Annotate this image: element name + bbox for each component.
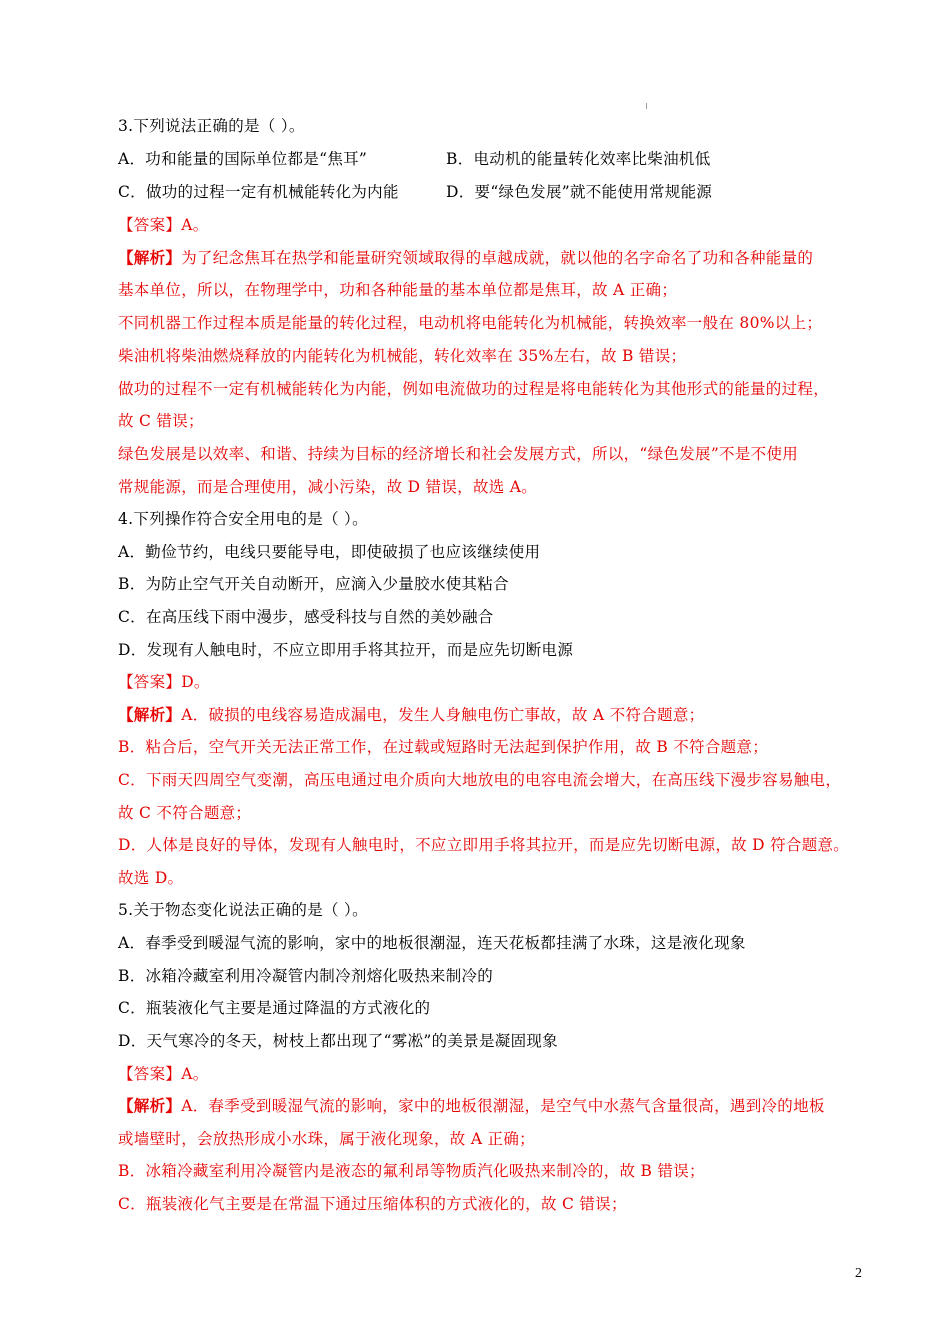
q4-analysis-line: 故选 D。	[118, 869, 184, 887]
analysis-tag: 【解析】	[118, 1096, 182, 1115]
q4-option-b: B．为防止空气开关自动断开，应滴入少量胶水使其粘合	[118, 575, 509, 593]
page-number: 2	[855, 1266, 862, 1281]
q3-analysis-line: 故 C 错误；	[118, 412, 204, 430]
q5-option-a: A．春季受到暖湿气流的影响，家中的地板很潮湿，连天花板都挂满了水珠，这是液化现象	[118, 934, 746, 952]
q3-analysis-line: 绿色发展是以效率、和谐、持续为目标的经济增长和社会发展方式，所以，“绿色发展”不是不使用	[118, 445, 799, 463]
q4-analysis-line: B．粘合后，空气开关无法正常工作，在过载或短路时无法起到保护作用，故 B 不符合题意；	[118, 738, 769, 756]
q4-answer	[118, 672, 210, 692]
q4-option-c: C．在高压线下雨中漫步，感受科技与自然的美妙融合	[118, 608, 494, 626]
q4-analysis-line	[118, 705, 704, 725]
answer-tag: 【答案】	[118, 216, 182, 234]
q5-option-b: B．冰箱冷藏室利用冷凝管内制冷剂熔化吸热来制冷的	[118, 967, 494, 985]
q3-options-row-1	[118, 149, 711, 169]
q3-answer	[118, 215, 209, 235]
answer-value: A。	[181, 1065, 209, 1083]
q3-analysis-line: 常规能源，而是合理使用，减小污染，故 D 错误，故选 A。	[118, 478, 538, 496]
answer-tag: 【答案】	[118, 673, 182, 691]
answer-value: A。	[181, 216, 209, 234]
q4-analysis-line: 故 C 不符合题意；	[118, 804, 252, 822]
q3-option-b: B．电动机的能量转化效率比柴油机低	[446, 150, 711, 168]
analysis-text: 为了纪念焦耳在热学和能量研究领域取得的卓越成就，就以他的名字命名了功和各种能量的	[181, 249, 814, 267]
answer-value: D。	[181, 673, 210, 691]
q3-analysis-line: 做功的过程不一定有机械能转化为内能，例如电流做功的过程是将电能转化为其他形式的能量的过程，	[118, 380, 830, 398]
q4-analysis-line: D．人体是良好的导体，发现有人触电时，不应立即用手将其拉开，而是应先切断电源，故 D 符合题意。	[118, 836, 850, 854]
q3-options-row-2	[118, 182, 713, 202]
q5-answer	[118, 1064, 209, 1084]
analysis-text: A．春季受到暖湿气流的影响，家中的地板很潮湿，是空气中水蒸气含量很高，遇到冷的地板	[181, 1097, 825, 1115]
q5-stem: 5.关于物态变化说法正确的是（ ）。	[118, 901, 368, 919]
analysis-text: A．破损的电线容易造成漏电，发生人身触电伤亡事故，故 A 不符合题意；	[181, 706, 705, 724]
q4-option-a: A．勤俭节约，电线只要能导电，即使破损了也应该继续使用	[118, 543, 541, 561]
q3-analysis-line: 柴油机将柴油燃烧释放的内能转化为机械能，转化效率在 35%左右，故 B 错误；	[118, 347, 687, 365]
answer-tag: 【答案】	[118, 1065, 182, 1083]
q5-option-c: C．瓶装液化气主要是通过降温的方式液化的	[118, 999, 431, 1017]
q3-analysis-line: 不同机器工作过程本质是能量的转化过程，电动机将电能转化为机械能，转换效率一般在 80%以上；	[118, 314, 823, 332]
header-mark	[646, 103, 647, 109]
q5-option-d: D．天气寒冷的冬天，树枝上都出现了“雾凇”的美景是凝固现象	[118, 1032, 558, 1050]
q3-analysis-line: 基本单位，所以，在物理学中，功和各种能量的基本单位都是焦耳，故 A 正确；	[118, 281, 678, 299]
analysis-tag: 【解析】	[118, 705, 182, 724]
q3-option-c: C．做功的过程一定有机械能转化为内能	[118, 183, 399, 201]
analysis-tag: 【解析】	[118, 248, 182, 267]
q3-option-a: A．功和能量的国际单位都是“焦耳”	[118, 150, 368, 168]
q5-analysis-line	[118, 1096, 825, 1116]
q3-option-d: D．要“绿色发展”就不能使用常规能源	[446, 183, 713, 201]
q4-stem: 4.下列操作符合安全用电的是（ ）。	[118, 510, 368, 528]
q5-analysis-line: C．瓶装液化气主要是在常温下通过压缩体积的方式液化的，故 C 错误；	[118, 1195, 627, 1213]
q3-analysis-line	[118, 248, 813, 268]
q4-analysis-line: C．下雨天四周空气变潮，高压电通过电介质向大地放电的电容电流会增大，在高压线下漫步容易触电，	[118, 771, 842, 789]
q5-analysis-line: 或墙壁时，会放热形成小水珠，属于液化现象，故 A 正确；	[118, 1130, 535, 1148]
q3-stem: 3.下列说法正确的是（ ）。	[118, 117, 305, 135]
q5-analysis-line: B．冰箱冷藏室利用冷凝管内是液态的氟利昂等物质汽化吸热来制冷的，故 B 错误；	[118, 1162, 705, 1180]
q4-option-d: D．发现有人触电时，不应立即用手将其拉开，而是应先切断电源	[118, 641, 574, 659]
